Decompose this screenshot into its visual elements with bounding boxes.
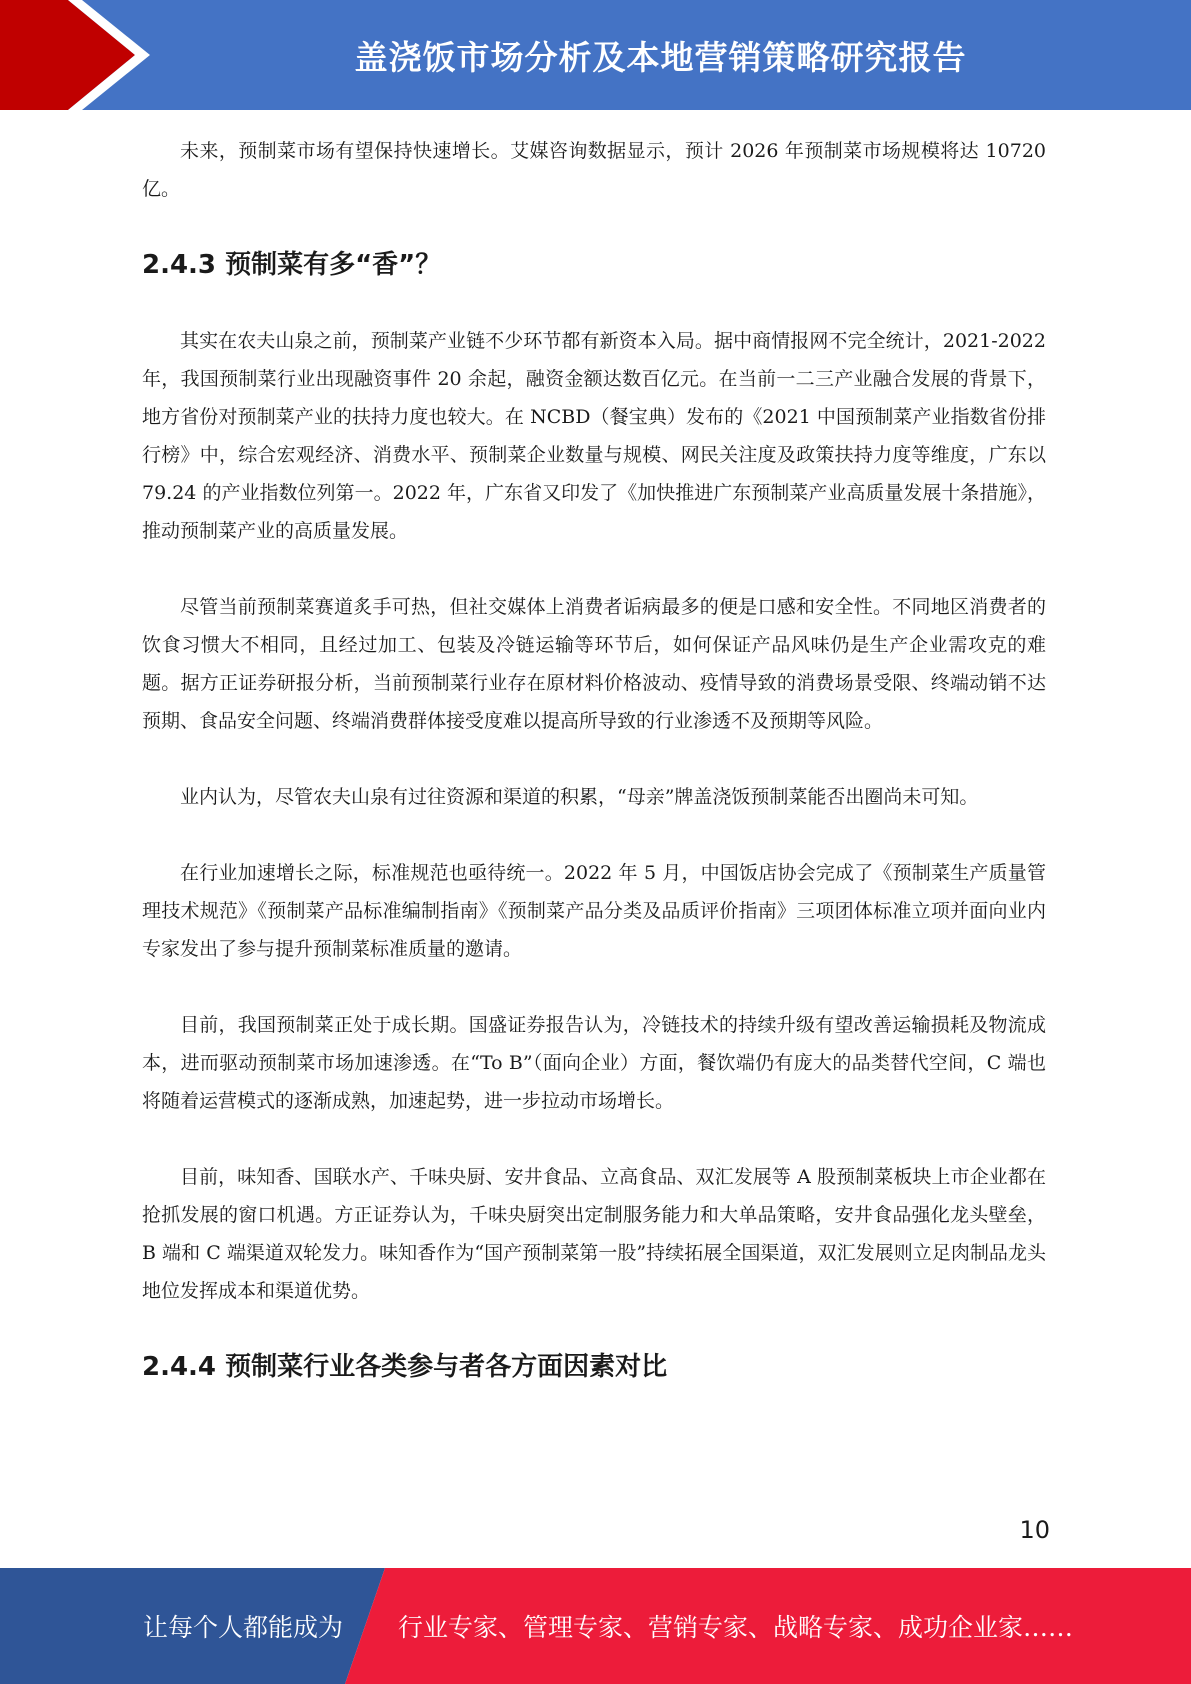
header-banner (0, 0, 1191, 110)
report-title: 盖浇饭市场分析及本地营销策略研究报告 (354, 37, 967, 77)
page-number: 10 (1019, 1516, 1050, 1544)
header-arrow-decoration (0, 0, 160, 110)
paragraph-market-forecast: 未来，预制菜市场有望保持快速增长。艾媒咨询数据显示，预计 2026 年预制菜市场规模将达 10720 亿。 (142, 140, 1046, 200)
paragraph-taste-safety: 尽管当前预制菜赛道炙手可热，但社交媒体上消费者诟病最多的便是口感和安全性。不同地区消费者的饮食习惯大不相同，且经过加工、包装及冷链运输等环节后，如何保证产品风味仍是生产企业需攻克的难题。据方正证券研报分析，当前预制菜行业存在原材料价格波动、疫情导致的消费场景受限、终端动销不达预期、食品安全问题、终端消费群体接受度难以提高所导致的行业渗透不及预期等风险。 (142, 596, 1046, 732)
section-heading-2-4-4: 2.4.4 预制菜行业各类参与者各方面因素对比 (142, 1352, 668, 1382)
paragraph-standards: 在行业加速增长之际，标准规范也亟待统一。2022 年 5 月，中国饭店协会完成了《预制菜生产质量管理技术规范》《预制菜产品标准编制指南》《预制菜产品分类及品质评价指南》三项团体标准立项并面向业内专家发出了参与提升预制菜标准质量的邀请。 (142, 862, 1046, 960)
paragraph-listed-companies: 目前，味知香、国联水产、千味央厨、安井食品、立高食品、双汇发展等 A 股预制菜板块上市企业都在抢抓发展的窗口机遇。方正证券认为，千味央厨突出定制服务能力和大单品策略，安井食品强化龙头壁垒，B 端和 C 端渠道双轮发力。味知香作为“国产预制菜第一股”持续拓展全国渠道，双汇发展则立足肉制品龙头地位发挥成本和渠道优势。 (142, 1166, 1046, 1302)
paragraph-capital-entry: 其实在农夫山泉之前，预制菜产业链不少环节都有新资本入局。据中商情报网不完全统计，2021-2022 年，我国预制菜行业出现融资事件 20 余起，融资金额达数百亿元。在当前一二三产业融合发展的背景下，地方省份对预制菜产业的扶持力度也较大。在 NCBD（餐宝典）发布的《2021 中国预制菜产业指数省份排行榜》中，综合宏观经济、消费水平、预制菜企业数量与规模、网民关注度及政策扶持力度等维度，广东以 79.24 的产业指数位列第一。2022 年，广东省又印发了《加快推进广东预制菜产业高质量发展十条措施》，推动预制菜产业的高质量发展。 (142, 330, 1046, 542)
footer-slogan-left: 让每个人都能成为 (143, 1613, 344, 1642)
section-heading-2-4-3: 2.4.3 预制菜有多“香”？ (142, 250, 442, 280)
page-content (142, 132, 1046, 1386)
footer-slogan-right: 行业专家、管理专家、营销专家、战略专家、成功企业家…… (398, 1613, 1074, 1642)
paragraph-industry-view: 业内认为，尽管农夫山泉有过往资源和渠道的积累，“母亲”牌盖浇饭预制菜能否出圈尚未可知。 (180, 786, 979, 808)
footer-banner (0, 1568, 1191, 1684)
paragraph-growth-stage: 目前，我国预制菜正处于成长期。国盛证券报告认为，冷链技术的持续升级有望改善运输损耗及物流成本，进而驱动预制菜市场加速渗透。在“To B”（面向企业）方面，餐饮端仍有庞大的品类替代空间，C 端也将随着运营模式的逐渐成熟，加速起势，进一步拉动市场增长。 (142, 1014, 1046, 1112)
